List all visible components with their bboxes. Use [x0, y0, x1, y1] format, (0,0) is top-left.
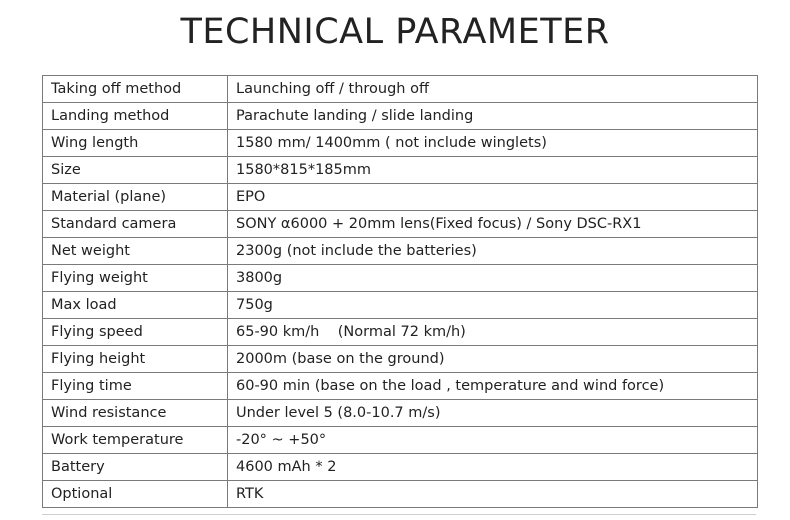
row-value: Parachute landing / slide landing [228, 103, 758, 130]
row-value: 2300g (not include the batteries) [228, 238, 758, 265]
row-label: Optional [43, 481, 228, 508]
row-label: Wing length [43, 130, 228, 157]
row-value: 1580 mm/ 1400mm ( not include winglets) [228, 130, 758, 157]
page-title: TECHNICAL PARAMETER [180, 12, 610, 52]
table-row [43, 319, 758, 346]
row-value: 65-90 km/h (Normal 72 km/h) [228, 319, 758, 346]
row-value: 750g [228, 292, 758, 319]
row-value: Under level 5 (8.0-10.7 m/s) [228, 400, 758, 427]
table-row [43, 211, 758, 238]
table-row [43, 265, 758, 292]
row-value: EPO [228, 184, 758, 211]
spec-table [42, 75, 758, 508]
table-row [43, 157, 758, 184]
table-row [43, 427, 758, 454]
row-label: Flying time [43, 373, 228, 400]
table-row [43, 292, 758, 319]
row-value: 2000m (base on the ground) [228, 346, 758, 373]
bottom-divider [42, 514, 756, 515]
row-value: 3800g [228, 265, 758, 292]
table-row [43, 184, 758, 211]
row-label: Flying speed [43, 319, 228, 346]
row-label: Standard camera [43, 211, 228, 238]
row-label: Taking off method [43, 76, 228, 103]
row-value: RTK [228, 481, 758, 508]
table-row [43, 76, 758, 103]
row-label: Material (plane) [43, 184, 228, 211]
row-label: Flying weight [43, 265, 228, 292]
row-label: Flying height [43, 346, 228, 373]
row-value: Launching off / through off [228, 76, 758, 103]
row-value: -20° ~ +50° [228, 427, 758, 454]
table-row [43, 130, 758, 157]
table-row [43, 481, 758, 508]
row-label: Size [43, 157, 228, 184]
row-label: Wind resistance [43, 400, 228, 427]
row-label: Work temperature [43, 427, 228, 454]
table-row [43, 400, 758, 427]
table-row [43, 373, 758, 400]
row-label: Max load [43, 292, 228, 319]
row-value: 1580*815*185mm [228, 157, 758, 184]
row-value: 60-90 min (base on the load , temperature and wind force) [228, 373, 758, 400]
table-row [43, 103, 758, 130]
table-row [43, 346, 758, 373]
row-label: Landing method [43, 103, 228, 130]
table-row [43, 238, 758, 265]
table-row [43, 454, 758, 481]
row-value: 4600 mAh * 2 [228, 454, 758, 481]
row-label: Battery [43, 454, 228, 481]
row-value: SONY α6000 + 20mm lens(Fixed focus) / Sony DSC-RX1 [228, 211, 758, 238]
row-label: Net weight [43, 238, 228, 265]
